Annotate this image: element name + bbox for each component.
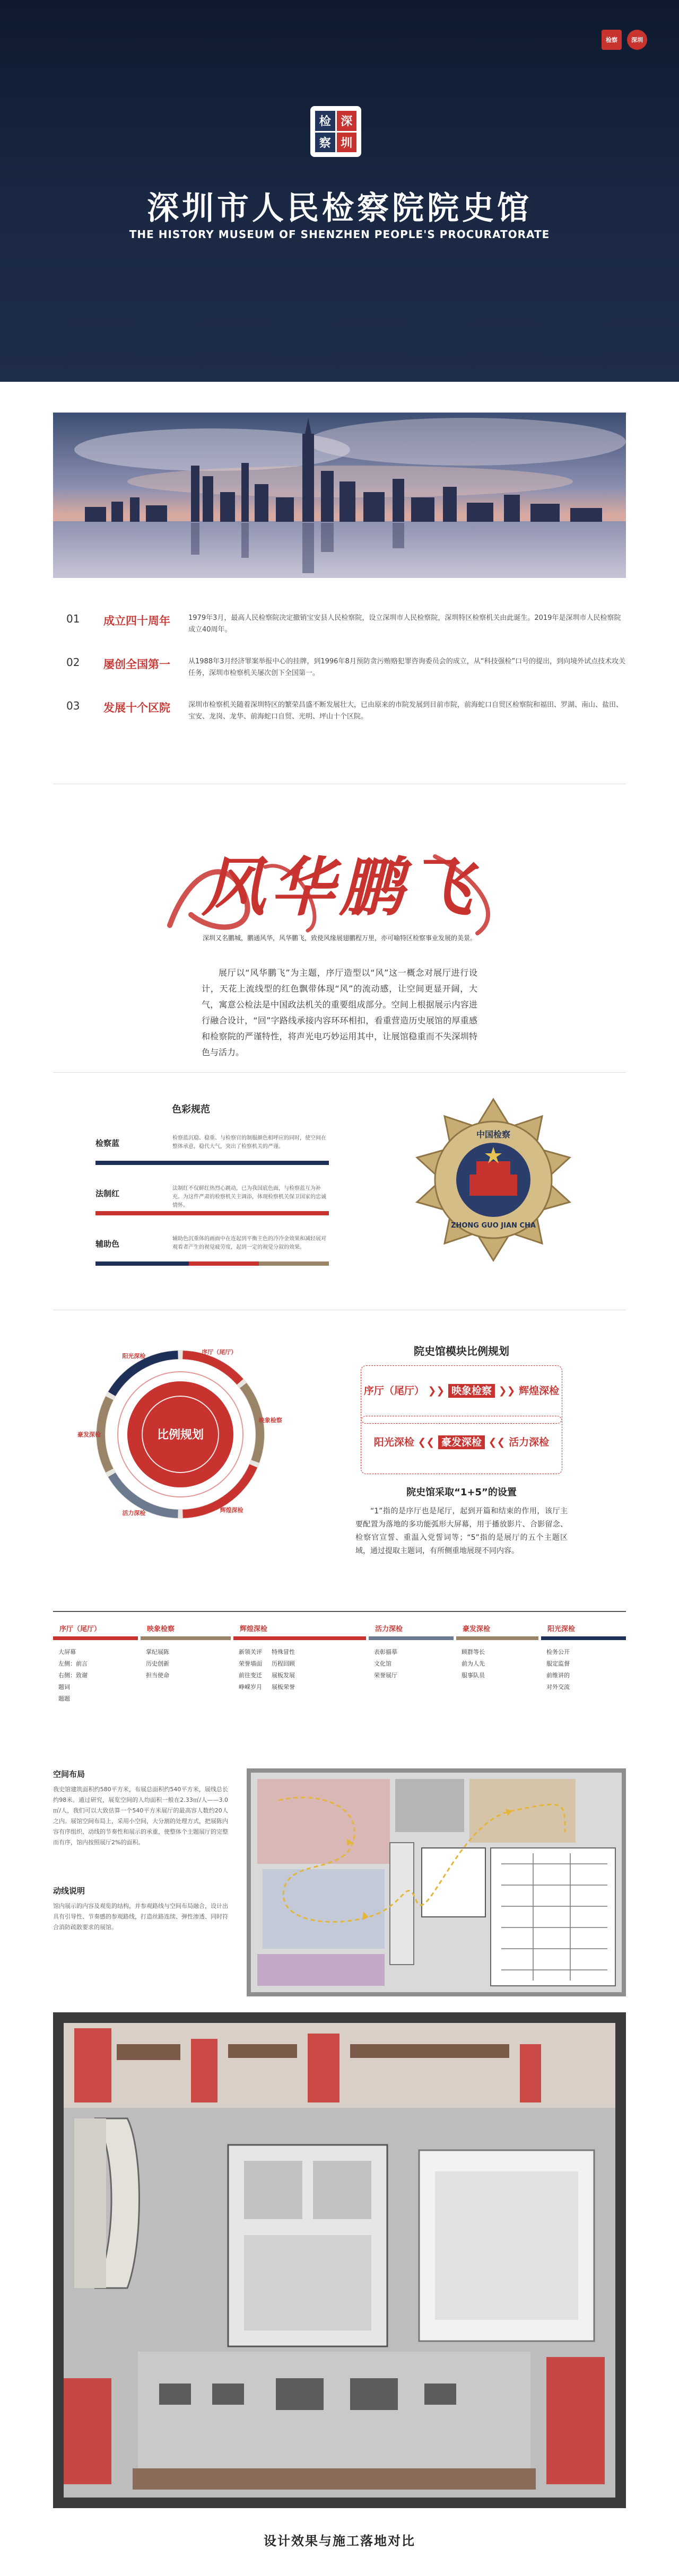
milestone-number: 01 [66, 612, 80, 625]
flow-title: 动线说明 [53, 1886, 85, 1896]
color-swatch-red [95, 1211, 329, 1215]
logo-badge: 检察 [602, 30, 622, 50]
timeline-entry: 大屏幕 [58, 1649, 76, 1655]
module-label: 序厅（尾厅） [363, 1385, 424, 1397]
module-label: 映象检察 [448, 1384, 495, 1398]
proportion-row-1 [361, 1383, 562, 1397]
timeline-bar [141, 1636, 231, 1640]
timeline-entry: 前为人先 [462, 1660, 485, 1667]
seal-char: 深 [337, 111, 357, 131]
ring-segment-label: 序厅（尾厅） [202, 1348, 237, 1356]
color-desc: 法制红不仅鲜红热烈心跳动，已为我国底色面，与检察蓝互为补充。为这件严肃的检察机关主调添，体现检察机关保卫国家的忠诚情怀。 [172, 1186, 326, 1208]
timeline-entry: 历程回顾 [272, 1660, 295, 1667]
timeline-head: 豪发深检 [463, 1625, 491, 1633]
timeline-col-vitality [369, 1623, 454, 1681]
timeline-entry: 历史创新 [146, 1660, 169, 1667]
milestone-item [53, 612, 626, 636]
timeline-head: 阳光深检 [547, 1625, 576, 1633]
timeline-bar [53, 1636, 138, 1640]
ring-segment-label: 活力深检 [122, 1510, 146, 1517]
floor-plan-diagram [247, 1768, 626, 1996]
page-subtitle: THE HISTORY MUSEUM OF SHENZHEN PEOPLE'S PROCURATORATE [129, 228, 550, 241]
timeline-entry: 荣誉墙面 [239, 1660, 262, 1667]
timeline-entry: 表彰描摹 [374, 1649, 397, 1655]
milestone-number: 02 [66, 656, 80, 669]
timeline-entry: 题词 [58, 1684, 70, 1690]
timeline-entry: 展板发展 [272, 1672, 295, 1679]
proportion-row-2 [361, 1434, 562, 1449]
milestone-item [53, 699, 626, 723]
emblem-top-text: 中国检察 [476, 1129, 511, 1140]
timeline-entry: 顾群等长 [462, 1649, 485, 1655]
seal-char: 圳 [337, 133, 357, 153]
setting-text: “1”指的是序厅也是尾厅，起到开篇和结束的作用，该厅主要配置为落地的多功能弧形大屏幕，用于播放影片、合影留念、检察官宣誓、重温入党誓词等；“5”指的是展厅的五个主题区域，通过提取主题词，有所侧重地展现不同内容。 [355, 1507, 568, 1555]
milestone-title: 发展十个区院 [103, 702, 170, 714]
calligraphy-text: 风华鹏飞 [202, 850, 477, 925]
timeline-entry: 掌纪展陈 [146, 1649, 169, 1655]
hero-banner [0, 0, 679, 382]
flow-text: 馆内展示的内容及观览的结构，并参观路线与空间布局融合，设计出具有引导性、节奏感的参观路线，打造丝路连续、弹性渗透、同时符合消防疏散要求的展馆。 [53, 1903, 228, 1931]
timeline-head: 辉煌深检 [240, 1625, 268, 1633]
timeline-head: 映象检察 [147, 1625, 175, 1633]
ring-segment-label: 阳光深检 [122, 1352, 146, 1360]
page-title: 深圳市人民检察院院史馆 [147, 190, 532, 227]
ring-segment [182, 1355, 240, 1382]
spatial-title: 空间布局 [53, 1769, 85, 1779]
arrow-left-icon: ❮❮ [488, 1436, 509, 1448]
timeline-axis [53, 1611, 626, 1612]
color-swatch-blue [95, 1161, 329, 1165]
milestone-text: 1979年3月，最高人民检察院决定撤销宝安县人民检察院，设立深圳市人民检察院，深圳特区检察机关由此诞生。2019年是深圳市人民检察院成立40周年。 [188, 614, 621, 634]
timeline-entry: 左侧：前言 [58, 1660, 88, 1667]
ring-segment-label: 豪发深检 [77, 1431, 101, 1438]
milestone-text: 从1988年3月经济罪案举报中心的挂牌，到1996年8月预防贪污贿赂犯罪咨询委员会的成立，从“科技强检”口号的提出，到向境外试点技术攻关任务，深圳市检察机关屡次创下全国第一。 [188, 658, 626, 677]
timeline-col-striving [456, 1623, 538, 1681]
museum-seal-logo [310, 106, 361, 157]
ring-segment-label: 映象检察 [258, 1417, 282, 1424]
city-skyline-photo [53, 413, 626, 578]
color-spec-title: 色彩规范 [172, 1104, 210, 1115]
module-label: 阳光深检 [373, 1436, 414, 1448]
timeline-entry: 文化馆 [374, 1660, 391, 1667]
proportion-ring-chart [77, 1339, 282, 1530]
color-name: 辅助色 [95, 1239, 120, 1249]
theme-intro: 展厅以“风华鹏飞”为主题，序厅造型以“风”这一概念对展厅进行设计，天花上流线型的红色飘带体现“风”的流动感，让空间更显开阔，大气，寓意公检法是中国政法机关的重要组成部分。空间上根据展示内容进行融合设计，“回”字路线承接内容环环相扣，看重营造历史展馆的厚重感和检察院的严谨特性，将声光电巧妙运用其中，让展馆稳重而不失深圳特色与活力。 [202, 968, 477, 1057]
header-logos [602, 30, 647, 50]
emblem-bottom-text: ZHONG GUO JIAN CHA [451, 1222, 536, 1230]
timeline-entry: 担当使命 [146, 1672, 169, 1679]
proportion-title: 院史馆模块比例规划 [414, 1345, 509, 1357]
milestone-item [53, 656, 626, 679]
procuratorate-logo-icon: 深圳 [627, 30, 647, 50]
timeline-entry: 特殊冒性 [272, 1649, 295, 1655]
color-name: 法制红 [95, 1189, 120, 1198]
milestone-number: 03 [66, 699, 80, 712]
timeline-head: 活力深检 [375, 1625, 403, 1633]
section-divider [53, 1072, 626, 1073]
module-label: 活力深检 [509, 1436, 550, 1448]
timeline-entry: 服定监督 [546, 1660, 570, 1667]
ring-center-label: 比例规划 [156, 1429, 204, 1442]
theme-calligraphy [159, 835, 520, 941]
footer-title: 设计效果与施工落地对比 [264, 2534, 415, 2548]
setting-title: 院史馆采取“1+5”的设置 [406, 1487, 517, 1498]
timeline-entry: 右侧：致谢 [58, 1672, 88, 1679]
timeline-bar [456, 1636, 538, 1640]
timeline-entry: 检务公开 [546, 1649, 570, 1655]
timeline-bar [233, 1636, 366, 1640]
seal-char: 察 [315, 133, 335, 153]
milestone-text: 深圳市检察机关随着深圳特区的繁荣昌盛不断发展壮大，已由原来的市院发展到目前市院，前海蛇口自贸区检察院和福田、罗湖、南山、盐田、宝安、龙岗、龙华、前海蛇口自贸、光明、坪山十个区院。 [188, 701, 623, 721]
timeline-entry: 服事队员 [462, 1672, 485, 1679]
color-swatch-aux [95, 1261, 329, 1266]
timeline-col-image [141, 1623, 231, 1681]
3d-render-diagram [53, 2012, 626, 2508]
arrow-right-icon: ❯❯ [428, 1385, 448, 1397]
timeline-col-prelude [53, 1623, 138, 1705]
timeline-entry: 荣誉展厅 [374, 1672, 397, 1679]
color-desc: 辅助色沉重体的画面中在连起到平衡主色的冷冷金效果和减轻展对观看者产生的视觉疲劳度，起到一定的视觉分叙的效果。 [172, 1236, 326, 1250]
timeline-entry: 前往变迁 [239, 1672, 262, 1679]
spatial-text: 我史馆建筑面积约580平方米，布展总面积约540平方米，展线总长约98米。通过研究，展览空间的人均面积一般在2.33㎡/人——3.0㎡/人，我们可以大致估算一个540平方米展厅的最高容人数约20人之内。展馆空间布局上，采用小空间，大分割的处理方式，把展陈内容有序组织、动线的节奏性和展示的承重，使整体个主题展厅的完整而有序，馆内按照展厅2%的面积。 [53, 1786, 228, 1846]
milestones-list [53, 612, 626, 743]
seal-char: 检 [315, 111, 335, 131]
color-name: 检察蓝 [95, 1138, 120, 1148]
procuratorate-emblem-icon [408, 1095, 578, 1265]
arrow-left-icon: ❮❮ [417, 1436, 438, 1448]
timeline-entry: 新领关评 [239, 1649, 262, 1655]
timeline-col-sunshine [541, 1623, 626, 1693]
timeline-entry: 对外交流 [546, 1684, 570, 1690]
arrow-right-icon: ❯❯ [498, 1385, 519, 1397]
module-label: 豪发深检 [438, 1435, 485, 1449]
timeline-entry: 题题 [58, 1695, 70, 1702]
timeline-entry: 前维讲的 [546, 1672, 570, 1679]
timeline-entry: 峥嵘岁月 [239, 1684, 262, 1690]
module-label: 辉煌深检 [519, 1385, 560, 1397]
ring-segment-label: 辉煌深检 [220, 1506, 243, 1514]
timeline-bar [541, 1636, 626, 1640]
timeline-col-glory [233, 1623, 366, 1693]
milestone-title: 屡创全国第一 [103, 658, 170, 671]
timeline-entry: 展板荣誉 [272, 1684, 295, 1690]
color-desc: 检察蓝沉稳、稳重、与检察官的制服颜色相呼应的同时，使空间在整体承意，稳代大气，突出了检察机关的严谨。 [172, 1135, 326, 1150]
timeline-head: 序厅（尾厅） [59, 1625, 101, 1633]
milestone-title: 成立四十周年 [103, 615, 170, 627]
timeline-bar [369, 1636, 454, 1640]
theme-tagline: 深圳又名鹏城，鹏通风华，风华鹏飞，致使风缘展翅鹏程万里，亦可喻特区检察事业发展的美景。 [202, 934, 476, 942]
